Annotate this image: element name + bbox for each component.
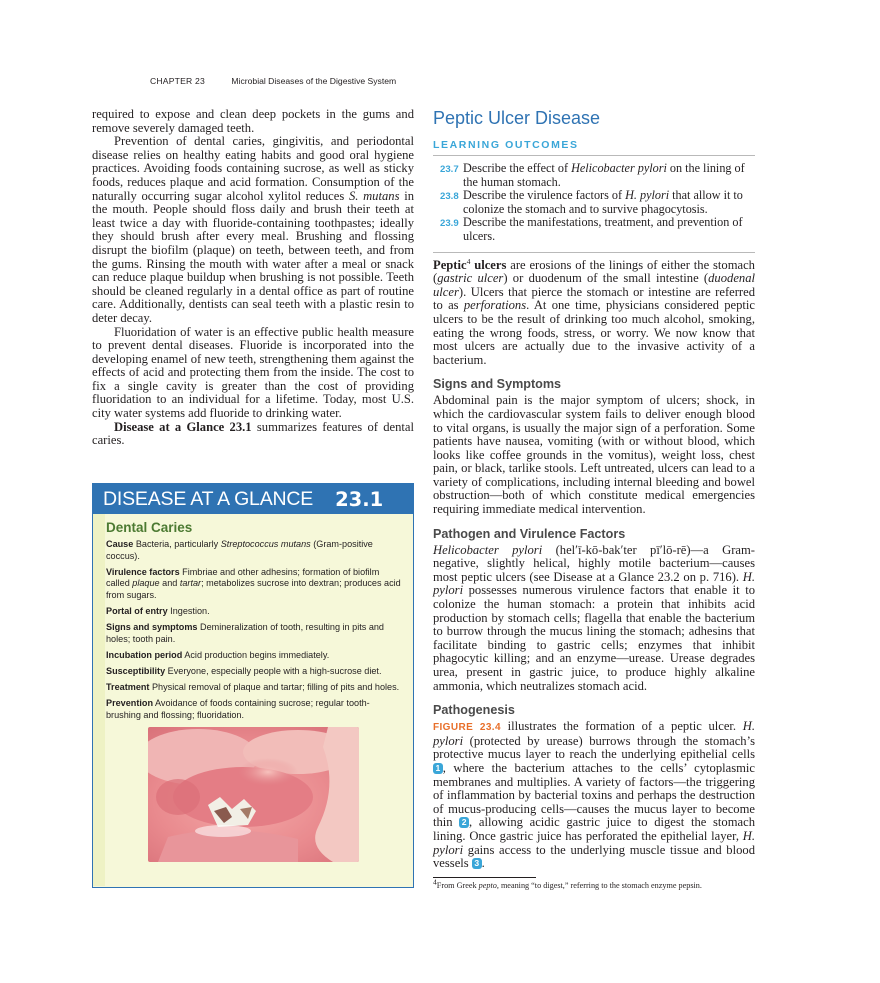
paragraph: Fluoridation of water is an effective public health measure to prevent dental diseases. Fluoride is incorporated into the developing enamel of new teeth, strengthening them against the effects of acid and protecting them from the inside. The cost to fix a single cavity is greater than the cost of providing fluoridation to an individual for a lifetime. Today, most U.S. city water systems add fluoride to drinking water. <box>92 324 414 421</box>
learning-outcome: 23.8 Describe the virulence factors of H. pylori that allow it to colonize the stomach and to survive phagocytosis. <box>440 188 743 216</box>
subheading-signs: Signs and Symptoms <box>433 377 562 392</box>
divider <box>433 252 755 253</box>
footnote: $^4$From Greek pepto, meaning “to digest,” referring to the stomach enzyme pepsin. <box>433 877 702 890</box>
learning-outcome: 23.9 Describe the manifestations, treatment, and prevention of ulcers. <box>440 215 743 243</box>
disease-name: Dental Caries <box>106 520 193 535</box>
pathogenesis-paragraph: FIGURE 23.4 illustrates the formation of a peptic ulcer. H. pylori (protected by urease) burrows through the stomach’s protective mucus layer to reach the underlying epithelial cells 1 , where the bacterium attaches to the cells’ cytoplasmic membranes and multiplies. A variety of factors—the triggering of inflammation by bacterial toxins and perhaps the destruction of mucus-producing cells—causes the mucus layer to become thin 2 , allowing acidic gastric juice to digest the stomach lining. Once gastric juice has perforated the epithelial layer, H. pylori gains access to the underlying muscle tissue and blood vessels 3 . <box>433 719 755 871</box>
dental-caries-photo <box>148 727 359 862</box>
learning-outcomes-heading: LEARNING OUTCOMES <box>433 139 579 151</box>
disease-at-a-glance-box <box>92 483 414 888</box>
step-badge: 2 <box>459 817 469 828</box>
divider <box>433 155 755 156</box>
chapter-label: CHAPTER 23 <box>150 76 206 86</box>
pathogen-paragraph: Helicobacter pylori (hel′ī-kō-bak′ter pī′lō-rē)—a Gram-negative, slightly helical, highly motile bacterium—causes most peptic ulcers (see Disease at a Glance 23.2 on p. 716). H. pylori possesses numerous virulence factors that enable it to colonize the human stomach: a protein that inhibits acid production by stomach cells; flagella that enable the bacterium to burrow through the mucus lining the stomach; adhesins that facilitate binding to gastric cells; enzymes that inhibit phagocytic killing; and an enzyme—urease. Urease degrades urea, present in gastric juice, to produce highly alkaline ammonia, which neutralizes stomach acid. <box>433 542 755 693</box>
subheading-pathogenesis: Pathogenesis <box>433 703 515 718</box>
running-head <box>150 76 396 86</box>
glance-entry-incubation: Incubation period Acid production begins immediately. <box>106 649 330 660</box>
section-title: Peptic Ulcer Disease <box>433 108 601 128</box>
paragraph: Prevention of dental caries, gingivitis, and periodontal disease relies on healthy eating habits and good oral hygiene practices. Avoiding foods containing sucrose, as well as sticky foods, reduces plaque and acid formation. Consumption of the naturally occurring sugar alcohol xylitol reduces S. mutans in the mouth. People should floss daily and brush their teeth at least twice a day with fluoride-containing toothpastes; ideally they should brush after every meal. Brushing and flossing disrupt the biofilm (plaque) on teeth, between teeth, and from the gums. Rinsing the mouth with water after a meal or snack can reduce plaque buildup when brushing is not possible. Teeth should be cleaned regularly in a dental office as part of routine care. Additionally, dentists can seal teeth with a plastic resin to deter decay. <box>92 134 414 325</box>
glance-number: 23.1 <box>335 487 384 511</box>
glance-header <box>93 484 413 514</box>
step-badge: 3 <box>472 858 482 869</box>
learning-outcome: 23.7 Describe the effect of Helicobacter pylori on the lining of the human stomach. <box>440 161 745 189</box>
glance-entry-virulence: Virulence factors Fimbriae and other adhesins; formation of biofilm called plaque and tartar; metabolizes sucrose into dextran; produces acid from sugars. <box>106 567 401 600</box>
learning-outcomes-list <box>433 162 755 244</box>
right-column <box>433 108 755 871</box>
paragraph: required to expose and clean deep pockets in the gums and remove severely damaged teeth. <box>92 107 414 135</box>
glance-label: DISEASE AT A GLANCE <box>103 487 314 510</box>
intro-paragraph: Peptic$^4$ ulcers are erosions of the linings of either the stomach (gastric ulcer) or duodenum of the small intestine (duodenal ulcer). Ulcers that pierce the stomach or intestine are referred to as perforations. At one time, physicians considered peptic ulcers to be the result of drinking too much alcohol, smoking, eating the wrong foods, stress, or worry. We now know that most ulcers are actually due to the invasive activity of a bacterium. <box>433 256 755 367</box>
mouth-photo-illustration <box>148 727 359 862</box>
glance-entry-susceptibility: Susceptibility Everyone, especially people with a high-sucrose diet. <box>106 666 382 677</box>
glance-entry-signs: Signs and symptoms Demineralization of tooth, resulting in pits and holes; tooth pain. <box>106 622 384 644</box>
glance-reference[interactable]: Disease at a Glance 23.1 <box>114 419 252 434</box>
left-column <box>92 108 414 448</box>
glance-side-tab <box>93 514 105 886</box>
glance-entry-prevention: Prevention Avoidance of foods containing sucrose; regular tooth-brushing and flossing; fluoridation. <box>106 698 370 720</box>
subheading-pathogen: Pathogen and Virulence Factors <box>433 526 626 541</box>
signs-paragraph: Abdominal pain is the major symptom of ulcers; shock, in which the cardiovascular system fails to deliver enough blood to vital organs, is usually the major sign of a perforation. Some patients have nausea, vomiting (with or without blood, which looks like coffee grounds in the vomitus), weight loss, chest pain, or black, tarlike stools. Left untreated, ulcers can lead to a variety of complications, including internal bleeding and bowel obstruction—both of which constitute medical emergencies requiring immediate medical intervention. <box>433 393 755 517</box>
glance-content <box>106 522 404 726</box>
step-badge: 1 <box>433 763 443 774</box>
glance-entry-cause: Cause Bacteria, particularly Streptococcus mutans (Gram-positive coccus). <box>106 539 373 561</box>
glance-entry-portal: Portal of entry Ingestion. <box>106 606 210 617</box>
chapter-title: Microbial Diseases of the Digestive System <box>231 76 397 86</box>
glance-entry-treatment: Treatment Physical removal of plaque and tartar; filling of pits and holes. <box>106 682 400 693</box>
figure-reference[interactable]: FIGURE 23.4 <box>433 722 501 734</box>
footnote-rule <box>433 877 536 878</box>
paragraph: Disease at a Glance 23.1 summarizes features of dental caries. <box>92 419 414 448</box>
